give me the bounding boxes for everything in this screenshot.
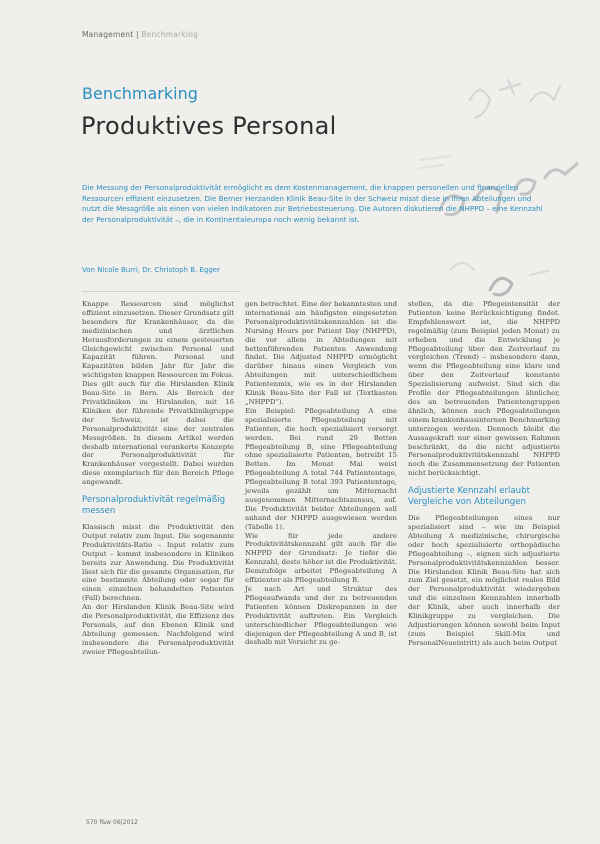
divider: [82, 291, 240, 292]
subsection-name: Benchmarking: [141, 30, 199, 39]
journal-name: f&w: [99, 819, 112, 826]
body-paragraph: Klassisch misst die Produktivität den Output relativ zum Input. Die sogenannte Produktivitäts-Ratio – Input relativ zum Output – kommt insbesondere in Kliniken bereits zur Anwendung. Die Produktivität lässt sich für die gesamte Organisation, für eine bestimmte Abteilung oder sogar für einen einzelnen behandelten Patienten (Fall) berechnen.: [82, 523, 234, 603]
article-lead: Die Messung der Personalproduktivität ermöglicht es dem Kostenmanagement, die knappen personellen und finanziellen Ressourcen effizient einzusetzen. Die Berner Herzanden Klinik Beau-Site in der Schweiz misst diese in ihren Abteilungen und nutzt die Messgröße als einen von vielen Indikatoren zur Betriebssteuerung. Die Autoren diskutieren die NHPPD – eine Kennzahl der Personalproduktivität –, die in Kontinentaleuropa noch wenig bekannt ist.: [82, 183, 543, 224]
body-paragraph: stellen, da die Pflegeintensität der Patienten keine Berücksichtigung findet. Empfehlenswert ist, die NHPPD regelmäßig (zum Beispiel jeden Monat) zu erheben und die Entwicklung je Pflegeabteilung über den Zeitverlauf zu vergleichen (Trend) – insbesondere dann, wenn die Pflegeabteilung eine klare und über den Zeitverlauf konstante Spezialisierung aufweist. Sind sich die Profile der Pflegeabteilungen ähnlicher, des an betreuenden Patientengruppen ähnlich, können auch Pflegeabteilungen einem krankenhausinternen Benchmarking unterzogen werden. Dennoch bleibt die Aussagekraft nur einer gewissen Rahmen beschränkt, da die nicht adjustierte Personalproduktivitätskennzahl NHPPD noch die Zusammensetzung der Patienten nicht berücksichtigt.: [408, 300, 560, 478]
article-title: Produktives Personal: [81, 112, 337, 140]
text-column-3: [408, 300, 560, 648]
article-kicker: Benchmarking: [82, 84, 198, 103]
body-paragraph: Ein Beispiel: Pflegeabteilung A eine spezialisierte Pflegeabteilung mit Patienten, die hoch spezialisiert versorgt werden. Bei rund 29 Betten Pflegeabteilung B, eine Pflegeabteilung ohne spezialisierte Patienten, betreibt 15 Betten. Im Monat Mai weist Pflegeabteilung A total 744 Patiententage, Pflegeabteilung B total 393 Patiententage, jeweils gezählt um Mitternacht ausgenommen Mitternachtszensus, auf. Die Produktivität beider Abteilungen soll anhand der NHPPD ausgewiesen werden (Tabelle 1).: [245, 406, 397, 531]
article-byline: Von Nicole Burri, Dr. Christoph B. Egger: [82, 266, 220, 274]
body-paragraph: Wie für jede andere Produktivitätskennzahl gilt auch für die NHPPD der Grundsatz: Je tiefer die Kennzahl, desto höher ist die Produktivität. Demzufolge arbeitet Pflegeabteilung A effizienter als Pflegeabteilung B.: [245, 531, 397, 585]
body-paragraph: Knappe Ressourcen sind möglichst effizient einzusetzen. Dieser Grundsatz gilt besonders für Krankenhäuser, da die medizinischen und ärztlichen Herausforderungen zu einem gesteuerten Gleichgewicht zwischen Personal und Kapazität führen. Personal und Kapazitäten bilden Jahr für Jahr die wichtigsten knappen Ressourcen im Fokus. Dies gilt auch für die Hirslanden Klinik Beau-Site in Bern. Als Bereich der Privatkliniken im Hirslanden, mit 16 Kliniken der führende Privatklinikgruppe der Schweiz, ist dabei die Personalproduktivität eine der zentralen Messgrößen. In diesem Artikel werden deshalb international verankerte Konzepte der Personalproduktivität für Krankenhäuser vorgestellt. Dabei wurden diese exemplarisch für den Bereich Pflege angewandt.: [82, 300, 234, 487]
section-separator: |: [133, 30, 142, 39]
page-footer: [86, 819, 138, 826]
subheading: Adjustierte Kennzahl erlaubt Vergleiche von Abteilungen: [408, 486, 530, 508]
subheading: Personalproduktivität regelmäßig messen: [82, 495, 226, 517]
body-paragraph: gen betrachtet. Eine der bekanntesten und international am häufigsten eingesetzten Personalproduktivitätskennzahlen ist die Nursing Hours per Patient Day (NHPPD), die vor allem in Abteilungen mit bettenführenden Patienten Anwendung findet. Die Adjusted NHPPD ermöglicht darüber hinaus einen Vergleich von Abteilungen mit unterschiedlichem Patientenmix, wie es in der Hirslanden Klinik Beau-Site der Fall ist (Textkasten „NHPPD“).: [245, 300, 397, 406]
body-paragraph: Je nach Art und Struktur des Pflegeaufwands und der zu betreuenden Patienten können Diskrepanzen in der Produktivität auftreten. Ein Vergleich unterschiedlicher Pflegeabteilungen wie diejenigen der Pflegeabteilung A und B, ist deshalb mit Vorsicht zu ge-: [245, 585, 397, 647]
issue-number: 06|2012: [113, 819, 138, 826]
section-name: Management: [82, 30, 134, 39]
body-paragraph: An der Hirslanden Klinik Beau-Site wird die Personalproduktivität, die Effizienz des Personals, auf den Ebenen Klinik und Abteilung gemessen. Nachfolgend wird insbesondere die Personalproduktivität zweier Pflegeabteilun-: [82, 603, 234, 656]
text-column-1: [82, 300, 234, 657]
body-paragraph: Die Pflegeabteilungen eines nur spezialisiert sind – wie im Beispiel Abteilung A medizinische, chirurgische oder hoch spezialisierte orthopädische Pflegeabteilung –, eignen sich adjustierte Personalproduktivitätskennzahlen besser. Die Hirslanden Klinik Beau-Site hat sich zum Ziel gesetzt, ein möglichst reales Bild der Personalproduktivität wiedergeben und die einzelnen Kennzahlen innerhalb der Klinik, aber auch innerhalb der Klinikgruppe zu vergleichen. Die Adjustierungen können sowohl beim Input (zum Beispiel Skill-Mix und PersonalNeueintritt) als auch beim Output: [408, 514, 560, 647]
text-column-2: [245, 300, 397, 647]
section-label: [82, 30, 198, 39]
page-number: 570: [86, 819, 98, 826]
